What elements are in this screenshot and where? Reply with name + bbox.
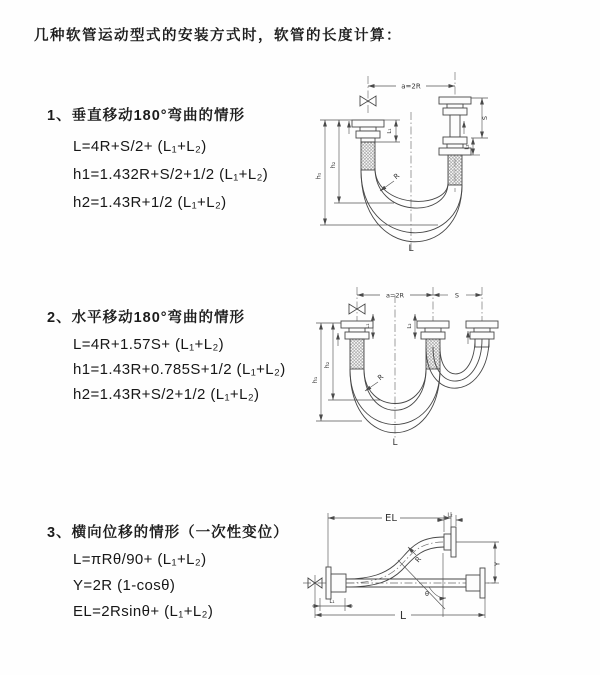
section3-formula-EL: EL=2Rsinθ+ (L₁+L₂) xyxy=(73,603,214,620)
dim-label-r: R xyxy=(376,372,386,383)
section2-formula-h1: h1=1.43R+0.785S+1/2 (L₁+L₂) xyxy=(73,361,286,378)
dim-label-l1: L₁ xyxy=(387,128,393,134)
dim-label-l2: L₂ xyxy=(464,144,471,150)
dim-label-l1: L₁ xyxy=(329,599,335,605)
right-pipe-fitting xyxy=(439,97,471,185)
dim-label-r: R xyxy=(413,555,424,565)
dim-label-l2: L₂ xyxy=(407,323,413,329)
diagram-lateral-displacement xyxy=(298,498,600,668)
section2-heading: 2、水平移动180°弯曲的情形 xyxy=(47,310,246,326)
dimension-l1 xyxy=(312,598,353,611)
dim-label-s: S xyxy=(481,115,489,121)
left-flange-fitting xyxy=(326,567,346,599)
braided-hose-section xyxy=(448,155,462,185)
dimension-span xyxy=(368,83,455,91)
section1-formula-h1: h1=1.432R+S/2+1/2 (L₁+L₂) xyxy=(73,166,269,183)
dimension-l2 xyxy=(437,513,463,533)
dim-label-span: a=2R xyxy=(401,82,421,91)
dimension-s-l2 xyxy=(464,98,489,155)
dim-label-h1: h₁ xyxy=(311,376,319,384)
dim-label-h2: h₂ xyxy=(329,161,337,169)
diagram-horizontal-bend xyxy=(308,282,600,460)
u-hose-curves xyxy=(361,168,462,242)
dim-label-h1: h₁ xyxy=(314,172,323,180)
dim-label-s: S xyxy=(454,291,460,300)
section3-formula-L: L=πRθ/90+ (L₁+L₂) xyxy=(73,551,207,568)
dim-label-theta: θ xyxy=(425,590,429,598)
braided-hose-section xyxy=(350,339,364,369)
dim-label-span: a=2R xyxy=(385,291,405,300)
dim-label-length: L xyxy=(399,609,407,622)
dim-label-l1: L₁ xyxy=(365,323,371,329)
dim-label-l2: L₂ xyxy=(447,512,453,519)
diagram-vertical-bend xyxy=(312,68,594,258)
dim-label-h2: h₂ xyxy=(323,361,331,369)
page-title: 几种软管运动型式的安装方式时，软管的长度计算： xyxy=(34,28,402,44)
section2-formula-L: L=4R+1.57S+ (L₁+L₂) xyxy=(73,336,225,353)
middle-pipe-fitting xyxy=(417,321,449,369)
dim-label-length: L xyxy=(408,244,414,254)
angle-construction xyxy=(398,553,446,617)
right-flange-fitting xyxy=(466,568,485,598)
section2-formula-h2: h2=1.43R+S/2+1/2 (L₁+L₂) xyxy=(73,386,260,403)
radius-pointer xyxy=(365,373,385,391)
dimension-span xyxy=(357,292,482,300)
section1-formula-h2: h2=1.43R+1/2 (L₁+L₂) xyxy=(73,194,227,211)
dim-label-r: R xyxy=(392,171,402,182)
displaced-end-fitting xyxy=(444,527,456,557)
displaced-hose-curve xyxy=(346,537,444,587)
section3-formula-Y: Y=2R (1-cosθ) xyxy=(73,577,176,594)
dim-label-y: Y xyxy=(493,561,502,567)
braided-hose-section xyxy=(361,142,375,170)
left-pipe-fitting xyxy=(352,120,384,170)
section3-heading: 3、横向位移的情形（一次性变位） xyxy=(47,525,289,541)
section1-formula-L: L=4R+S/2+ (L₁+L₂) xyxy=(73,138,207,155)
dimension-el xyxy=(328,512,451,567)
section1-heading: 1、垂直移动180°弯曲的情形 xyxy=(47,108,246,124)
dim-label-length: L xyxy=(392,438,398,448)
dim-label-el: EL xyxy=(385,513,397,524)
dimension-length xyxy=(315,591,485,622)
